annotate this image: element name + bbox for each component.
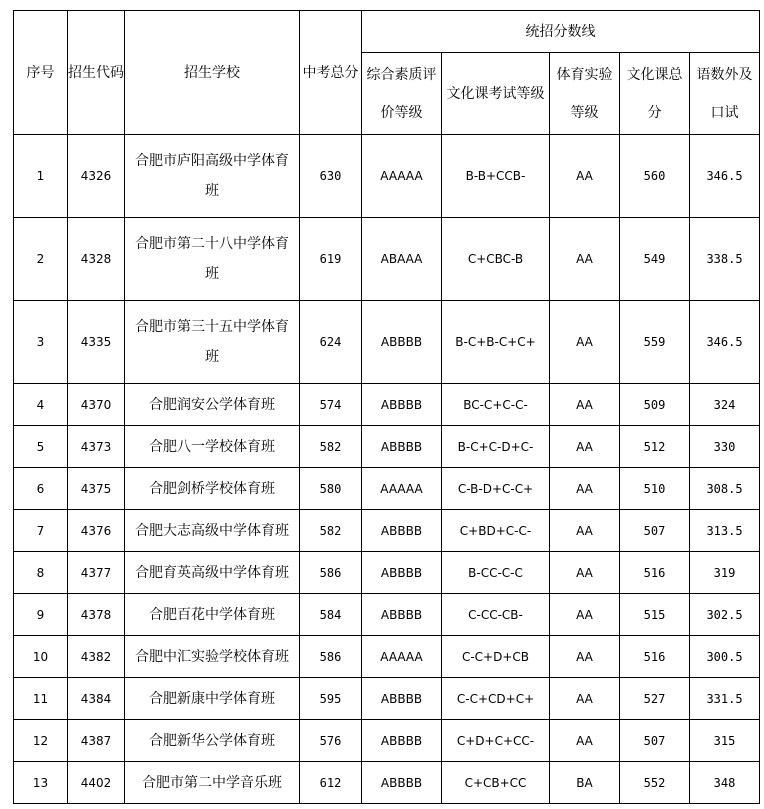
header-school: 招生学校: [125, 11, 300, 135]
cell-culture-grade: C-CC-CB-: [442, 594, 550, 636]
cell-culture-grade: C+BD+C-C-: [442, 510, 550, 552]
header-total: 中考总分: [300, 11, 362, 135]
cell-culture-total: 559: [620, 301, 690, 384]
table-row: [14, 636, 760, 678]
header-culture-grade: 文化课考试等级: [442, 53, 550, 135]
cell-cme: 331.5: [690, 678, 760, 720]
cell-school: 合肥市庐阳高级中学体育班: [125, 135, 300, 218]
cell-culture-total: 515: [620, 594, 690, 636]
cell-school: 合肥八一学校体育班: [125, 426, 300, 468]
cell-pe: AA: [550, 636, 620, 678]
table-row: [14, 218, 760, 301]
cell-code: 4335: [68, 301, 125, 384]
table-row: [14, 135, 760, 218]
cell-cme: 308.5: [690, 468, 760, 510]
cell-code: 4376: [68, 510, 125, 552]
cell-school: 合肥育英高级中学体育班: [125, 552, 300, 594]
cell-pe: BA: [550, 762, 620, 804]
table-row: [14, 426, 760, 468]
table-row: [14, 594, 760, 636]
cell-school: 合肥新康中学体育班: [125, 678, 300, 720]
cell-cme: 300.5: [690, 636, 760, 678]
cell-seq: 3: [14, 301, 68, 384]
cell-total: 612: [300, 762, 362, 804]
cell-quality: ABBBB: [362, 301, 442, 384]
cell-code: 4328: [68, 218, 125, 301]
cell-pe: AA: [550, 678, 620, 720]
table-row: [14, 301, 760, 384]
cell-cme: 302.5: [690, 594, 760, 636]
header-pe: 体育实验等级: [550, 53, 620, 135]
cell-seq: 7: [14, 510, 68, 552]
cell-quality: ABBBB: [362, 552, 442, 594]
cell-cme: 324: [690, 384, 760, 426]
cell-quality: AAAAA: [362, 135, 442, 218]
cell-code: 4387: [68, 720, 125, 762]
cell-code: 4382: [68, 636, 125, 678]
cell-total: 586: [300, 552, 362, 594]
header-cme: 语数外及口试: [690, 53, 760, 135]
table-row: [14, 552, 760, 594]
cell-cme: 315: [690, 720, 760, 762]
cell-school: 合肥润安公学体育班: [125, 384, 300, 426]
cell-culture-total: 512: [620, 426, 690, 468]
cell-seq: 9: [14, 594, 68, 636]
cell-school: 合肥中汇实验学校体育班: [125, 636, 300, 678]
table-row: [14, 720, 760, 762]
cell-pe: AA: [550, 384, 620, 426]
cell-quality: ABBBB: [362, 762, 442, 804]
cell-culture-total: 552: [620, 762, 690, 804]
cell-total: 574: [300, 384, 362, 426]
cell-cme: 330: [690, 426, 760, 468]
cell-school: 合肥市第二中学音乐班: [125, 762, 300, 804]
cell-pe: AA: [550, 594, 620, 636]
cell-quality: ABBBB: [362, 594, 442, 636]
cell-pe: AA: [550, 552, 620, 594]
cell-school: 合肥新华公学体育班: [125, 720, 300, 762]
cell-culture-total: 516: [620, 552, 690, 594]
cell-culture-grade: C+CBC-B: [442, 218, 550, 301]
cell-code: 4370: [68, 384, 125, 426]
cell-culture-total: 507: [620, 510, 690, 552]
cell-total: 630: [300, 135, 362, 218]
cell-school: 合肥剑桥学校体育班: [125, 468, 300, 510]
header-culture-total: 文化课总分: [620, 53, 690, 135]
cell-pe: AA: [550, 135, 620, 218]
cell-culture-total: 516: [620, 636, 690, 678]
table-header: [14, 11, 760, 135]
cell-seq: 5: [14, 426, 68, 468]
cell-total: 580: [300, 468, 362, 510]
cell-seq: 10: [14, 636, 68, 678]
cell-culture-grade: BC-C+C-C-: [442, 384, 550, 426]
cell-cme: 346.5: [690, 301, 760, 384]
cell-culture-grade: C-B-D+C-C+: [442, 468, 550, 510]
cell-total: 582: [300, 510, 362, 552]
cell-culture-grade: C-C+CD+C+: [442, 678, 550, 720]
cell-seq: 6: [14, 468, 68, 510]
cell-code: 4384: [68, 678, 125, 720]
cell-culture-total: 527: [620, 678, 690, 720]
header-group: 统招分数线: [362, 11, 760, 53]
cell-quality: ABBBB: [362, 678, 442, 720]
header-code: 招生代码: [68, 11, 125, 135]
cell-culture-grade: C+D+C+CC-: [442, 720, 550, 762]
cell-quality: ABBBB: [362, 426, 442, 468]
cell-culture-total: 549: [620, 218, 690, 301]
cell-culture-grade: B-C+C-D+C-: [442, 426, 550, 468]
table-row: [14, 678, 760, 720]
cell-seq: 8: [14, 552, 68, 594]
cell-total: 619: [300, 218, 362, 301]
cell-quality: ABBBB: [362, 384, 442, 426]
cell-pe: AA: [550, 301, 620, 384]
cell-seq: 2: [14, 218, 68, 301]
cell-culture-grade: B-CC-C-C: [442, 552, 550, 594]
cell-total: 582: [300, 426, 362, 468]
cell-total: 576: [300, 720, 362, 762]
cell-cme: 346.5: [690, 135, 760, 218]
cell-seq: 11: [14, 678, 68, 720]
table-row: [14, 384, 760, 426]
cell-quality: AAAAA: [362, 636, 442, 678]
cell-cme: 319: [690, 552, 760, 594]
table-row: [14, 468, 760, 510]
cell-school: 合肥大志高级中学体育班: [125, 510, 300, 552]
cell-seq: 12: [14, 720, 68, 762]
cell-school: 合肥市第二十八中学体育班: [125, 218, 300, 301]
cell-code: 4373: [68, 426, 125, 468]
cell-total: 624: [300, 301, 362, 384]
cell-pe: AA: [550, 218, 620, 301]
cell-seq: 4: [14, 384, 68, 426]
cell-culture-total: 560: [620, 135, 690, 218]
cell-quality: ABBBB: [362, 720, 442, 762]
cell-cme: 338.5: [690, 218, 760, 301]
cell-pe: AA: [550, 720, 620, 762]
cell-cme: 313.5: [690, 510, 760, 552]
cell-code: 4378: [68, 594, 125, 636]
cell-seq: 13: [14, 762, 68, 804]
cell-culture-total: 509: [620, 384, 690, 426]
header-seq: 序号: [14, 11, 68, 135]
cell-pe: AA: [550, 426, 620, 468]
cell-code: 4326: [68, 135, 125, 218]
cell-school: 合肥百花中学体育班: [125, 594, 300, 636]
cell-culture-grade: B-B+CCB-: [442, 135, 550, 218]
table-row: [14, 762, 760, 804]
cell-code: 4402: [68, 762, 125, 804]
cell-culture-grade: C-C+D+CB: [442, 636, 550, 678]
cell-culture-total: 510: [620, 468, 690, 510]
cell-code: 4377: [68, 552, 125, 594]
header-quality: 综合素质评价等级: [362, 53, 442, 135]
cell-code: 4375: [68, 468, 125, 510]
cell-culture-grade: C+CB+CC: [442, 762, 550, 804]
table-body: [14, 135, 760, 804]
cell-culture-total: 507: [620, 720, 690, 762]
cell-total: 595: [300, 678, 362, 720]
cell-pe: AA: [550, 468, 620, 510]
cell-school: 合肥市第三十五中学体育班: [125, 301, 300, 384]
cell-total: 586: [300, 636, 362, 678]
cell-total: 584: [300, 594, 362, 636]
cell-quality: ABBBB: [362, 510, 442, 552]
cell-culture-grade: B-C+B-C+C+: [442, 301, 550, 384]
cell-quality: ABAAA: [362, 218, 442, 301]
admission-score-table: [13, 10, 760, 804]
cell-quality: AAAAA: [362, 468, 442, 510]
cell-pe: AA: [550, 510, 620, 552]
cell-cme: 348: [690, 762, 760, 804]
table-row: [14, 510, 760, 552]
cell-seq: 1: [14, 135, 68, 218]
